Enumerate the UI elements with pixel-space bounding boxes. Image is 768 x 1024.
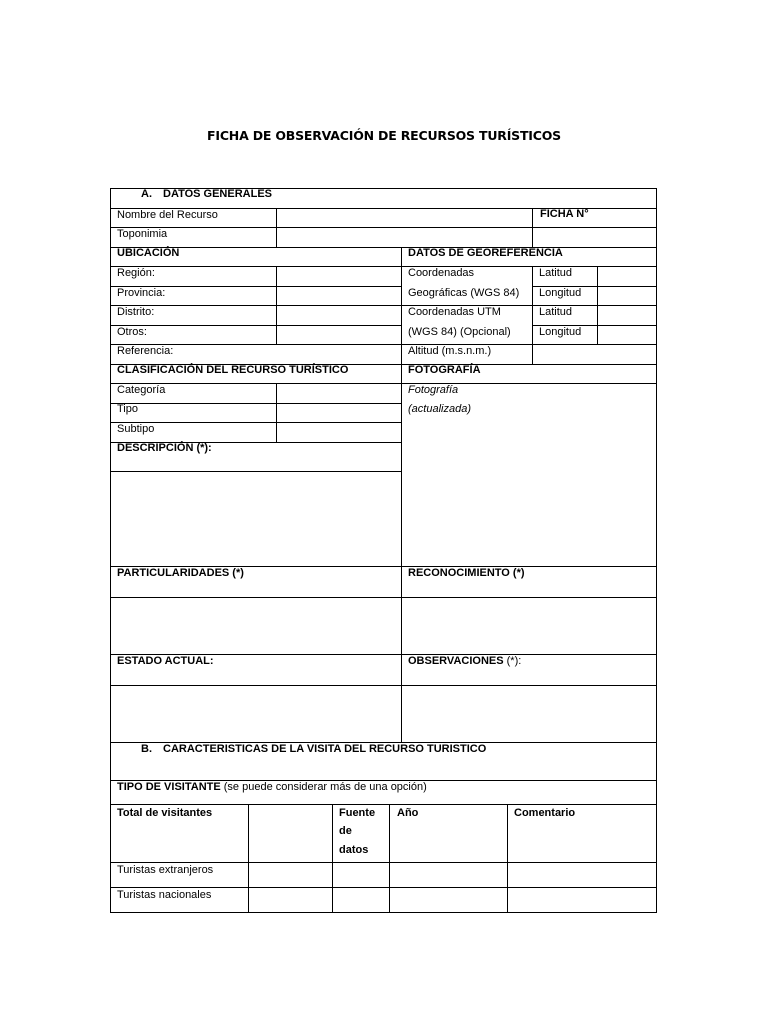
row-line [110,471,401,472]
reconocimiento-heading: RECONOCIMIENTO (*) [408,567,525,579]
georeferencia-heading: DATOS DE GEOREFERENCIA [408,247,563,259]
distrito-label: Distrito: [117,306,155,318]
referencia-label: Referencia: [117,345,174,357]
column-line [597,266,598,344]
row-line [110,247,657,248]
estado-actual-heading: ESTADO ACTUAL: [117,655,214,667]
fuente-header-line1: Fuente [339,807,376,819]
comentario-header: Comentario [514,807,576,819]
tipo-visitante-row [117,781,427,794]
column-line [276,383,277,442]
longitud-geo-label: Longitud [539,287,582,299]
fotografia-placeholder: Fotografía [408,384,459,396]
section-a-letter: A. [141,188,152,200]
section-b-letter: B. [141,743,152,755]
region-label: Región: [117,267,155,279]
column-line [532,208,533,247]
column-line [276,208,277,247]
page-title: FICHA DE OBSERVACIÓN DE RECURSOS TURÍSTICOS [207,128,561,143]
ubicacion-heading: UBICACIÓN [117,247,180,259]
section-b-heading: CARACTERISTICAS DE LA VISITA DEL RECURSO TURISTICO [163,743,487,755]
categoria-label: Categoría [117,384,166,396]
column-line [507,804,508,913]
longitud-utm-label: Longitud [539,326,582,338]
column-line [532,266,533,364]
tipo-label: Tipo [117,403,138,415]
column-line [276,266,277,344]
wgs-opcional-label: (WGS 84) (Opcional) [408,326,511,338]
coordenadas-label: Coordenadas [408,267,475,279]
tipo-visitante-label: TIPO DE VISITANTE [117,781,221,793]
altitud-label: Altitud (m.s.n.m.) [408,345,492,357]
row-line [110,685,657,686]
observaciones-suffix: (*): [503,655,522,667]
observaciones-heading [408,655,521,668]
toponimia-label: Toponimia [117,228,168,240]
nombre-recurso-label: Nombre del Recurso [117,209,218,221]
column-line [656,188,657,913]
tipo-visitante-note: (se puede considerar más de una opción) [220,781,427,793]
clasificacion-heading: CLASIFICACIÓN DEL RECURSO TURÍSTICO [117,364,349,376]
row-line [110,912,657,913]
otros-label: Otros: [117,326,147,338]
anio-header: Año [397,807,419,819]
subtipo-label: Subtipo [117,423,155,435]
turistas-nacionales-label: Turistas nacionales [117,889,212,901]
row-line [110,227,657,228]
provincia-label: Provincia: [117,287,166,299]
ficha-no-label: FICHA N° [540,208,589,220]
observaciones-label: OBSERVACIONES [408,655,504,667]
row-line [110,325,401,326]
row-line [110,804,657,805]
column-line [389,804,390,913]
actualizada-placeholder: (actualizada) [408,403,471,415]
row-line [110,403,401,404]
column-line [332,804,333,913]
descripcion-heading: DESCRIPCIÓN (*): [117,442,212,454]
column-line [248,804,249,913]
section-a-heading: DATOS GENERALES [163,188,272,200]
column-line [110,188,111,913]
row-line [110,383,657,384]
row-line [110,597,657,598]
geograficas-label: Geográficas (WGS 84) [408,287,520,299]
row-line [110,266,657,267]
fotografia-heading: FOTOGRAFÍA [408,364,481,376]
row-line [110,862,657,863]
fuente-header-line3: datos [339,844,369,856]
fuente-header-line2: de [339,825,352,837]
coordenadas-utm-label: Coordenadas UTM [408,306,501,318]
latitud-geo-label: Latitud [539,267,573,279]
row-line [110,305,657,306]
particularidades-heading: PARTICULARIDADES (*) [117,567,244,579]
latitud-utm-label: Latitud [539,306,573,318]
row-line [110,344,657,345]
column-line [401,247,402,742]
total-visitantes-header: Total de visitantes [117,807,213,819]
turistas-extranjeros-label: Turistas extranjeros [117,864,214,876]
row-line [110,887,657,888]
